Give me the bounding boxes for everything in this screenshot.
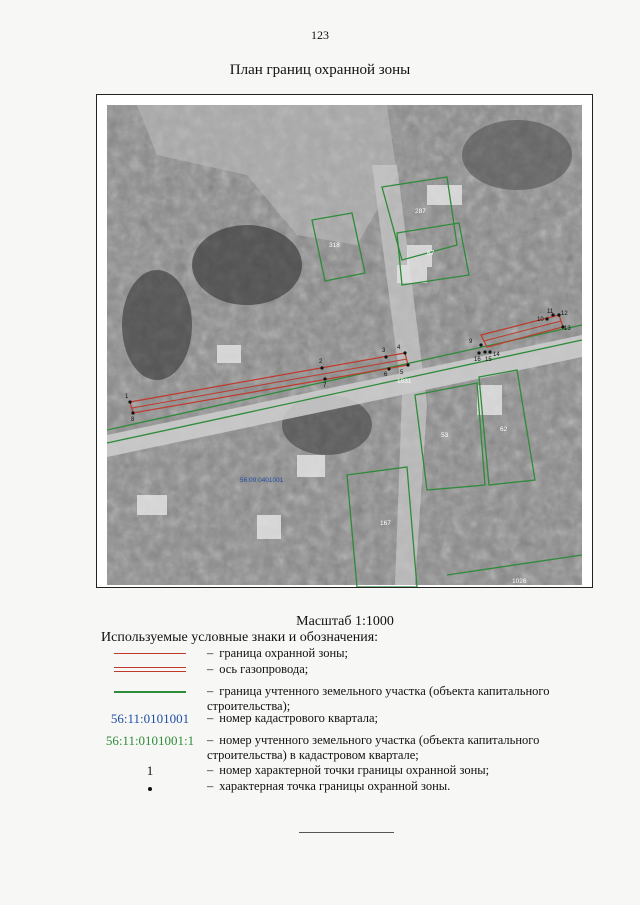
parcel-label: 287 xyxy=(415,208,426,215)
map-canvas xyxy=(97,95,592,587)
point-label: 13 xyxy=(564,326,571,332)
point-label: 15 xyxy=(485,357,492,363)
point-label: 7 xyxy=(323,383,327,389)
point-label: 16 xyxy=(474,357,481,363)
map-scale: Масштаб 1:1000 xyxy=(296,614,394,629)
point-label: 11 xyxy=(547,309,554,315)
cadastral-quarter-symbol: 56:11:0101001 xyxy=(110,711,190,726)
point-label: 5 xyxy=(400,370,404,376)
parcel-label: 318 xyxy=(329,242,340,249)
point-label: 1 xyxy=(125,394,129,400)
pipeline-axis-symbol xyxy=(100,662,200,672)
point-label: 8 xyxy=(131,417,135,423)
page-number: 123 xyxy=(311,28,329,42)
point-label: 2 xyxy=(319,359,323,365)
point-dot-symbol xyxy=(100,779,200,791)
point-label: 10 xyxy=(537,317,544,323)
legend-title: Используемые условные знаки и обозначения: xyxy=(101,630,379,645)
parcel-label: 1031 xyxy=(397,378,412,385)
point-number-symbol: 1 xyxy=(146,763,154,778)
parcel-number-symbol: 56:11:0101001:1 xyxy=(105,733,195,748)
page-title: План границ охранной зоны xyxy=(229,62,411,78)
point-label: 4 xyxy=(397,345,401,351)
parcel-label: 167 xyxy=(380,520,391,527)
point-label: 14 xyxy=(493,352,500,358)
cadastral-quarter-label: 56:09:0401001 xyxy=(240,477,284,484)
zone-boundary-symbol xyxy=(100,646,200,654)
point-label: 12 xyxy=(561,311,568,317)
parcel-label: 67 xyxy=(427,250,435,257)
parcel-label: 53 xyxy=(441,432,449,439)
parcel-label: 1026 xyxy=(512,578,527,585)
parcel-label: 62 xyxy=(500,426,508,433)
point-label: 3 xyxy=(382,348,386,354)
parcel-boundary-symbol xyxy=(100,684,200,693)
point-label: 9 xyxy=(469,339,473,345)
aerial-map xyxy=(96,94,593,588)
bottom-rule xyxy=(299,832,394,833)
zone-boundary-line xyxy=(114,653,186,654)
point-label: 6 xyxy=(384,372,388,378)
